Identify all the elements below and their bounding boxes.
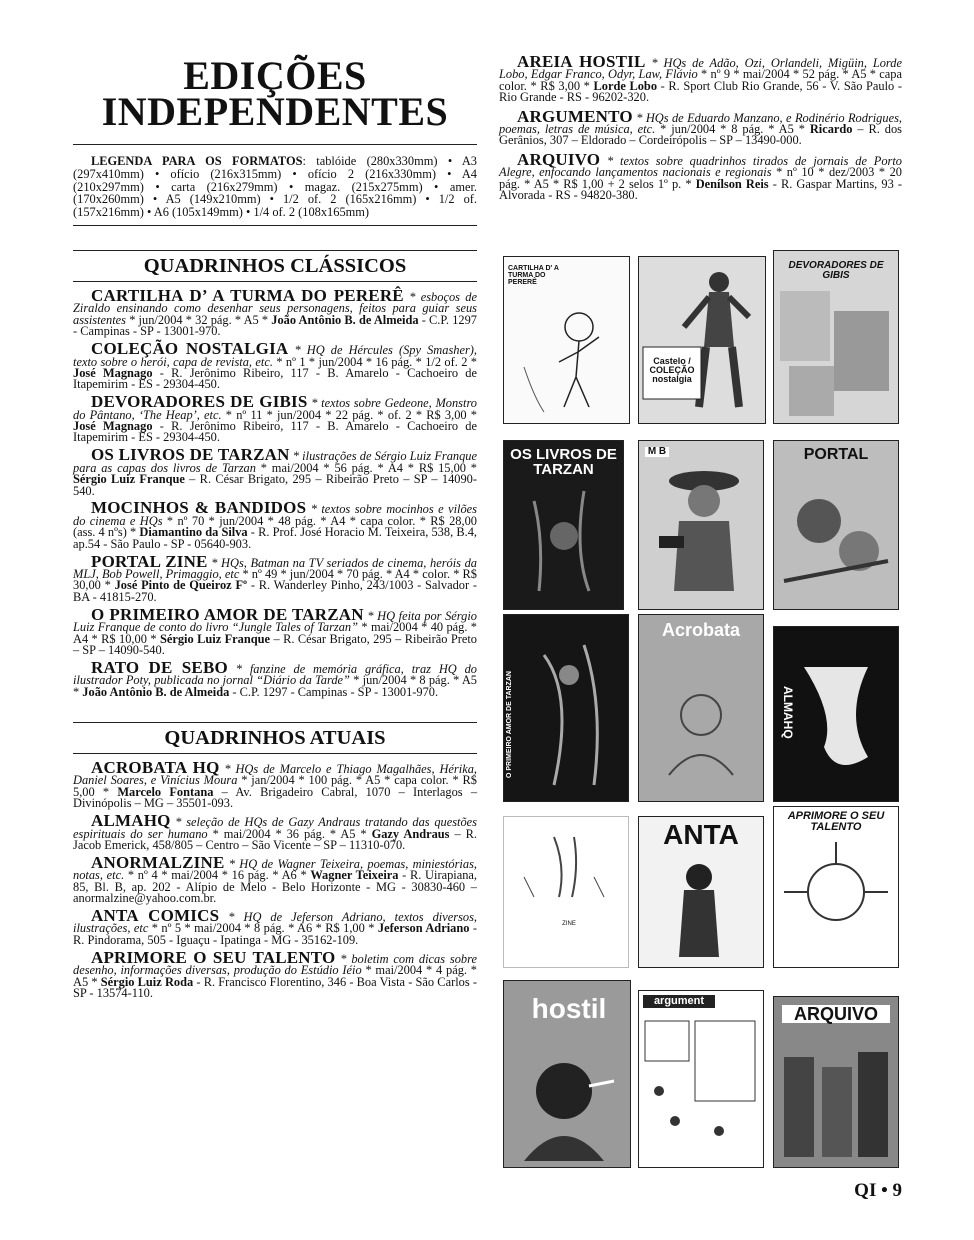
cover-label: M B xyxy=(645,447,669,457)
entry-description: * HQs de Adão, Ozi, Orlandeli, Migüin, Lorde Lobo, Edgar Franco, Odyr, Law, Flávio xyxy=(499,56,902,82)
entry-address: - R. Sport Club Rio Grande, 56 - V. São Paulo - Rio Grande - RS - 96202-320. xyxy=(499,78,902,105)
cover-image xyxy=(773,250,899,424)
entry-contact: José Pinto de Queiroz Fº xyxy=(114,578,248,593)
entry-description: * textos sobre mocinhos e vilões do cinema e HQs xyxy=(73,502,477,528)
entry-name: O PRIMEIRO AMOR DE TARZAN xyxy=(91,604,364,624)
entry-description: * textos sobre Gedeone, Monstro do Pântano, ‘The Heap’, etc. xyxy=(73,396,478,422)
action-scene-icon xyxy=(774,441,898,609)
entry-contact: Diamantino da Silva xyxy=(139,525,248,540)
page-number: QI • 9 xyxy=(854,1180,902,1201)
cover-label: ARQUIVO xyxy=(782,1005,890,1023)
entry-contact: José Magnago xyxy=(73,365,153,380)
entry-contact: Wagner Teixeira xyxy=(310,868,399,883)
cover-label: ALMAHQ xyxy=(781,685,795,739)
entry-address: - R. Pindorama, 505 - Iguaçu - Ipatinga - MG - 35162-109. xyxy=(73,921,477,947)
entry-name: ALMAHQ xyxy=(91,811,171,831)
cover-image xyxy=(638,990,764,1168)
entry-item xyxy=(73,392,478,445)
sun-burst-icon xyxy=(774,807,898,967)
entry-item xyxy=(73,285,477,339)
section-atuais xyxy=(73,722,477,999)
woman-figure-icon xyxy=(639,817,763,967)
entry-address: - R. Uirapiana, 85, Bl. B, ap. 202 - Alípio de Melo - Belo Horizonte - MG - 30830-460 – anormalzine@yahoo.com.br. xyxy=(73,868,477,906)
entry-info: * mai/2004 * 4 pág. * A5 * xyxy=(73,963,477,989)
entry-name: MOCINHOS & BANDIDOS xyxy=(91,498,307,518)
cover-image xyxy=(503,980,631,1168)
entry-address: - R. Gaspar Martins, 93 - Alvorada - RS - 94820-380. xyxy=(499,176,902,203)
entry-info: * nº 9 * mai/2004 * 52 pág. * A5 * capa color. * R$ 3,00 * xyxy=(499,67,902,93)
entry-item xyxy=(73,657,477,699)
entry-address: – Av. Brigadeiro Cabral, 1070 – Interlagos – Divinópolis – MG – 35501-093. xyxy=(73,784,478,811)
entry-list xyxy=(73,285,478,699)
entry-info: * jan/2004 * 100 pág. * A5 * capa color. * R$ 5,00 * xyxy=(73,773,477,799)
entry-description: * fanzine de memória gráfica, traz HQ do ilustrador Poty, publicada no jornal “Diário da Tarde” xyxy=(73,661,477,688)
entry-contact: Lorde Lobo xyxy=(593,78,658,93)
entry-address: - R. Wanderley Pinho, 243/1003 - Salvador - BA - 41815-270. xyxy=(73,578,477,604)
entry-address: - R. Jerônimo Ribeiro, 117 - B. Amarelo - Cachoeiro de Itapemirim - ES - 29304-450. xyxy=(73,365,477,392)
entry-info: * jun/2004 * 8 pág. * A5 * xyxy=(655,122,810,137)
entry-item xyxy=(73,551,477,604)
entry-name: PORTAL ZINE xyxy=(91,551,208,571)
cover-label: O PRIMEIRO AMOR DE TARZAN xyxy=(506,671,513,779)
legend-label: LEGENDA PARA OS FORMATOS xyxy=(91,154,303,168)
entry-name: ACROBATA HQ xyxy=(91,758,220,778)
smoking-man-icon xyxy=(504,981,630,1167)
entry-info: * nº 70 * jun/2004 * 48 pág. * A4 * capa color. * R$ 28,00 (ass. 4 nºs) * xyxy=(73,513,477,540)
cover-image xyxy=(638,614,764,802)
cover-image xyxy=(773,440,899,610)
entry-item xyxy=(73,811,477,853)
entry-item xyxy=(73,906,478,947)
entry-contact: João Antônio B. de Almeida xyxy=(271,312,419,327)
entry-description: * esboços de Ziraldo ensinando como desenhar seus personagens, feitos para guiar seus assistentes xyxy=(73,289,477,327)
entry-name: DEVORADORES DE GIBIS xyxy=(91,392,308,412)
entry-contact: José Magnago xyxy=(73,419,153,434)
entry-description: * HQ feita por Sérgio Luiz Franque de conto do livro “Jungle Tales of Tarzan” xyxy=(73,608,477,635)
entry-address: – R. César Brigato, 295 – Ribeirão Preto – SP – 14090-540. xyxy=(73,631,477,657)
entry-item xyxy=(499,106,902,148)
entry-address: – R. Jacob Emerick, 458/805 – Centro – São Vicente – SP – 11310-070. xyxy=(73,826,477,853)
divider xyxy=(73,281,477,282)
cover-label: Castelo / COLEÇÃO nostalgia xyxy=(649,356,695,384)
entry-name: ARQUIVO xyxy=(517,149,601,169)
entry-item xyxy=(73,498,477,551)
entry-info: * nº 4 * mai/2004 * 16 pág. * A6 * xyxy=(124,868,311,883)
entry-description: * textos sobre quadrinhos tirados de jornais de Porto Alegre, enfocando lançamentos nacionais e regionais xyxy=(499,153,902,180)
legend-text: : tablóide (280x330mm) • A3 (297x410mm) • ofício (216x315mm) • ofício 2 (216x330mm) • A4 (210x297mm) • carta (216x279mm) • magaz. (215x275mm) • amer. (170x260mm) • A5 (149x210mm) • 1/2 of. 2 (165x216mm) • 1/2 of. (157x216mm) • A6 (105x149mm) • 1/4 of. 2 (108x165mm) xyxy=(73,154,477,220)
cartoon-figure-icon xyxy=(504,257,629,423)
entry-contact: Jeferson Adriano xyxy=(377,921,470,936)
entry-description: * boletim com dicas sobre desenho, informações diversas, produção do Estúdio Iéio xyxy=(73,951,477,978)
cover-label: DEVORADORES DE GIBIS xyxy=(788,260,884,281)
entry-info: * mai/2004 * 40 pág. * A4 * R$ 10,00 * xyxy=(73,620,477,646)
entry-list xyxy=(73,758,478,1000)
cover-image xyxy=(638,256,766,424)
cover-label: CARTILHA D' A TURMA DO PERERÊ xyxy=(508,265,559,286)
entry-item xyxy=(73,339,478,392)
entry-name: ANTA COMICS xyxy=(91,906,220,926)
cover-label: Acrobata xyxy=(661,620,741,640)
entry-contact: Sérgio Luiz Franque xyxy=(73,472,185,487)
entry-contact: Gazy Andraus xyxy=(371,826,450,841)
cover-label: ZINE xyxy=(562,921,576,927)
cover-image xyxy=(638,440,764,610)
entry-address: – R. dos Gerânios, 307 – Eldorado – Cordeirópolis – SP – 13490-000. xyxy=(499,122,902,148)
right-column xyxy=(499,52,902,208)
cover-image xyxy=(638,816,764,968)
city-scene-icon xyxy=(774,997,898,1167)
entry-name: ANORMALZINE xyxy=(91,852,225,872)
romance-scene-icon xyxy=(504,615,628,801)
entry-address: - C.P. 1297 - Campinas - SP - 13001-970. xyxy=(229,684,439,699)
entry-name: CARTILHA D’ A TURMA DO PERERÊ xyxy=(91,285,404,305)
entry-info: * nº 11 * jun/2004 * 22 pág. * of. 2 * R$ 3,00 * xyxy=(221,407,477,422)
acrobat-figure-icon xyxy=(639,615,763,801)
entry-contact: João Antônio B. de Almeida xyxy=(82,684,230,699)
entry-contact: Ricardo xyxy=(809,122,853,137)
cover-image xyxy=(503,614,629,802)
entry-description: * ilustrações de Sérgio Luiz Franque para as capas dos livros de Tarzan xyxy=(73,449,477,475)
format-legend xyxy=(73,155,477,219)
entry-name: RATO DE SEBO xyxy=(91,657,228,677)
title-line-1: EDIÇÕES xyxy=(183,53,367,98)
entry-name: OS LIVROS DE TARZAN xyxy=(91,445,290,465)
cover-label: PORTAL xyxy=(803,446,869,463)
entry-contact: Marcelo Fontana xyxy=(117,784,214,799)
game-board-icon xyxy=(639,991,763,1167)
entry-info: * nº 49 * jun/2004 * 70 pág. * A4 * color. * R$ 30,00 * xyxy=(73,567,477,593)
entry-item xyxy=(73,445,478,498)
entry-item xyxy=(73,947,477,1000)
cover-label: APRIMORE O SEU TALENTO xyxy=(787,810,885,833)
entry-info: * mai/2004 * 56 pág. * A4 * R$ 15,00 * xyxy=(255,460,478,475)
entry-address: – R. César Brigato, 295 – Ribeirão Preto – SP – 14090-540. xyxy=(73,472,478,498)
cowboy-figure-icon xyxy=(639,441,763,609)
sketch-figure-icon xyxy=(504,817,628,967)
entry-item xyxy=(73,604,477,657)
entry-item xyxy=(73,758,478,811)
divider xyxy=(73,753,477,754)
entry-item xyxy=(73,852,477,906)
cover-image xyxy=(773,996,899,1168)
entry-contact: Sérgio Luiz Franque xyxy=(159,631,271,646)
cover-image xyxy=(773,626,899,802)
cover-label: ANTA xyxy=(663,819,739,850)
entry-name: APRIMORE O SEU TALENTO xyxy=(91,947,336,967)
cover-image xyxy=(503,256,630,424)
entry-description: * HQs de Eduardo Manzano, e Rodinério Rodrigues, poemas, letras de música, etc. xyxy=(499,110,902,137)
entry-description: * HQs de Marcelo e Thiago Magalhães, Hérika, Daniel Soares, e Vinícius Moura xyxy=(73,762,477,788)
entry-info: * nº 1 * jun/2004 * 16 pág. * 1/2 of. 2 * xyxy=(272,354,477,369)
entry-item xyxy=(499,52,902,105)
entry-name: AREIA HOSTIL xyxy=(517,52,646,71)
entry-description: * HQ de Jeferson Adriano, textos diversos, ilustrações, etc xyxy=(73,910,478,936)
entry-item xyxy=(499,149,902,203)
title-line-2: INDEPENDENTES xyxy=(101,89,449,134)
cover-label: hostil xyxy=(531,993,607,1024)
section-title: QUADRINHOS CLÁSSICOS xyxy=(143,254,407,277)
entry-name: ARGUMENTO xyxy=(517,106,633,126)
entry-info: * mai/2004 * 36 pág. * A5 * xyxy=(207,826,372,841)
entry-name: COLEÇÃO NOSTALGIA xyxy=(91,339,289,359)
cover-image xyxy=(503,440,624,610)
entry-contact: Denílson Reis xyxy=(695,176,769,191)
entry-address: - R. Francisco Florentino, 346 - Boa Vista - São Carlos - SP - 13574-110. xyxy=(73,974,477,1000)
entry-contact: Sérgio Luiz Roda xyxy=(100,974,194,989)
entry-description: * HQ de Hércules (Spy Smasher), texto sobre o herói, capa de revista, etc. xyxy=(73,343,478,369)
section-classicos xyxy=(73,250,477,698)
entry-info: * jun/2004 * 32 pág. * A5 * xyxy=(126,312,272,327)
entry-info: * jun/2004 * 8 pág. * A5 * xyxy=(73,673,477,699)
divider xyxy=(73,144,477,145)
entry-address: - R. Prof. José Horacio M. Teixeira, 538, B.4, ap.54 - São Paulo - SP - 05640-903. xyxy=(73,525,477,551)
page-title xyxy=(73,53,477,134)
cover-label: argument xyxy=(643,995,715,1008)
superhero-figure-icon xyxy=(639,257,765,423)
entry-address: - R. Jerônimo Ribeiro, 117 - B. Amarelo - Cachoeiro de Itapemirim - ES - 29304-450. xyxy=(73,419,477,445)
divider xyxy=(73,225,477,226)
entry-description: * HQ de Wagner Teixeira, poemas, miniestórias, notas, etc. xyxy=(73,856,477,883)
section-title: QUADRINHOS ATUAIS xyxy=(164,727,386,750)
left-column xyxy=(73,53,478,1005)
entry-address: - C.P. 1297 - Campinas - SP - 13001-970. xyxy=(73,312,477,339)
entry-description: * seleção de HQs de Gazy Andraus tratando das questões espirituais do ser humano xyxy=(73,815,477,841)
entry-list xyxy=(499,52,902,203)
cover-image xyxy=(503,816,629,968)
entry-info: * nº 10 * dez/2003 * 20 pág. * A5 * R$ 1,00 + 2 selos 1º p. * xyxy=(499,165,902,191)
cover-label: OS LIVROS DE TARZAN xyxy=(510,446,617,478)
entry-description: * HQs, Batman na TV seriados de cinema, heróis da MLJ, Bob Powell, Primaggio, etc xyxy=(73,555,477,582)
entry-info: * nº 5 * mai/2004 * 8 pág. * A6 * R$ 1,00 * xyxy=(148,921,378,936)
cover-image xyxy=(773,806,899,968)
